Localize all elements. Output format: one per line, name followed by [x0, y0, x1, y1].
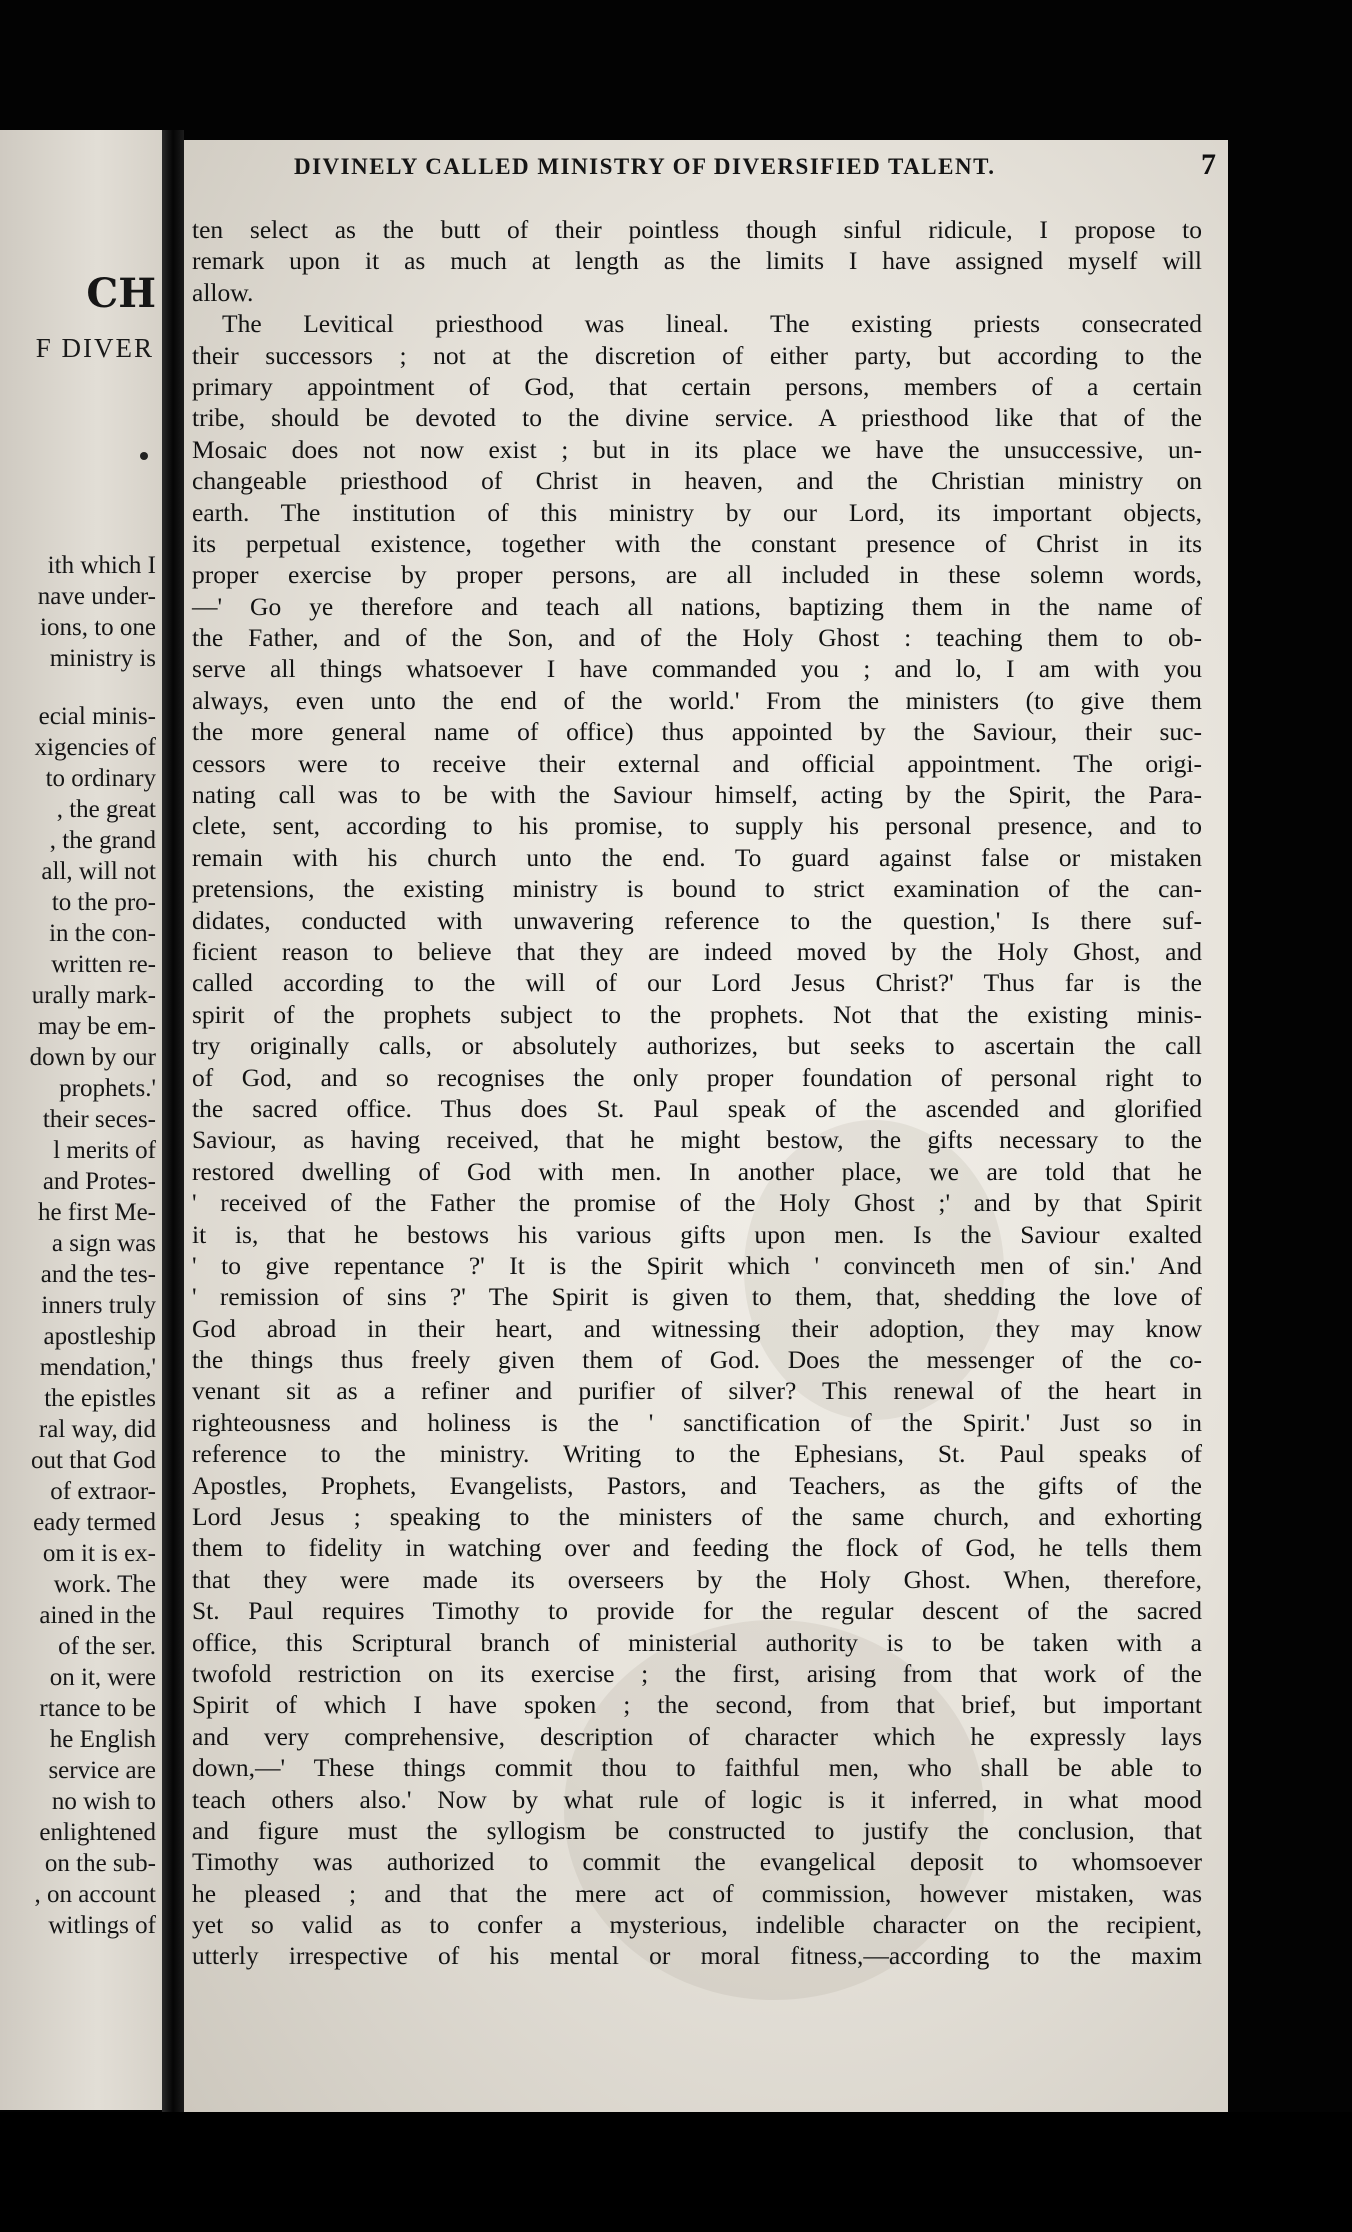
current-page	[184, 140, 1228, 2112]
text-line: Saviour, as having received, that he might bestow, the gifts necessary to the	[192, 1125, 1202, 1155]
ink-dot	[140, 452, 148, 460]
left-text-line: ith which I	[47, 552, 156, 579]
text-line: didates, conducted with unwavering reference to the question,' Is there suf-	[192, 905, 1202, 935]
text-line: St. Paul requires Timothy to provide for the regular descent of the sacred	[192, 1596, 1202, 1626]
left-text-line: prophets.'	[59, 1075, 156, 1102]
text-line: teach others also.' Now by what rule of logic is it inferred, in what mood	[192, 1784, 1202, 1814]
text-line: venant sit as a refiner and purifier of silver? This renewal of the heart in	[192, 1376, 1202, 1406]
text-line: The Levitical priesthood was lineal. The existing priests consecrated	[222, 309, 1202, 339]
text-line: ' remission of sins ?' The Spirit is given to them, that, shedding the love of	[192, 1282, 1202, 1312]
scan-border	[0, 2112, 1352, 2232]
left-text-line: , on account	[34, 1881, 156, 1908]
text-line: restored dwelling of God with men. In another place, we are told that he	[192, 1156, 1202, 1186]
left-text-line: on it, were	[49, 1664, 156, 1691]
left-text-line: all, will not	[41, 858, 156, 885]
text-line: cessors were to receive their external and official appointment. The origi-	[192, 748, 1202, 778]
left-text-line	[0, 674, 156, 701]
text-line: try originally calls, or absolutely authorizes, but seeks to ascertain the call	[192, 1031, 1202, 1061]
left-text-line: and the tes-	[40, 1261, 156, 1288]
left-text-line: may be em-	[37, 1013, 156, 1040]
left-text-line: eady termed	[33, 1509, 156, 1536]
left-page-subheading: F DIVER	[35, 333, 154, 363]
text-line: ' received of the Father the promise of the Holy Ghost ;' and by that Spirit	[192, 1188, 1202, 1218]
left-text-line: down by our	[29, 1044, 156, 1071]
text-line: of God, and so recognises the only proper foundation of personal right to	[192, 1062, 1202, 1092]
page-body-text	[192, 214, 1202, 1972]
text-line: pretensions, the existing ministry is bound to strict examination of the can-	[192, 874, 1202, 904]
text-line: that they were made its overseers by the Holy Ghost. When, therefore,	[192, 1564, 1202, 1594]
text-line: remark upon it as much at length as the limits I have assigned myself will	[192, 246, 1202, 276]
left-text-line: , the great	[56, 796, 156, 823]
left-text-line: ministry is	[49, 645, 156, 672]
left-text-line: ecial minis-	[38, 703, 156, 730]
text-line: earth. The institution of this ministry by our Lord, its important objects,	[192, 497, 1202, 527]
left-text-line: om it is ex-	[42, 1540, 156, 1567]
text-line: Lord Jesus ; speaking to the ministers of the same church, and exhorting	[192, 1502, 1202, 1532]
left-text-line: written re-	[51, 951, 156, 978]
text-line: —' Go ye therefore and teach all nations, baptizing them in the name of	[192, 591, 1202, 621]
text-line: the sacred office. Thus does St. Paul speak of the ascended and glorified	[192, 1093, 1202, 1123]
book-gutter	[162, 130, 184, 2120]
left-text-line: he English	[49, 1726, 156, 1753]
left-text-line: out that God	[31, 1447, 156, 1474]
left-text-line: of extraor-	[50, 1478, 156, 1505]
left-text-line: he first Me-	[37, 1199, 156, 1226]
text-line: the Father, and of the Son, and of the Holy Ghost : teaching them to ob-	[192, 623, 1202, 653]
text-line: ten select as the butt of their pointless though sinful ridicule, I propose to	[192, 215, 1202, 244]
left-text-line: mendation,'	[39, 1354, 156, 1381]
text-line: yet so valid as to confer a mysterious, indelible character on the recipient,	[192, 1910, 1202, 1940]
text-line: changeable priesthood of Christ in heaven, and the Christian ministry on	[192, 466, 1202, 496]
text-line: them to fidelity in watching over and feeding the flock of God, he tells them	[192, 1533, 1202, 1563]
text-line: twofold restriction on its exercise ; the first, arising from that work of the	[192, 1658, 1202, 1688]
text-line: ' to give repentance ?' It is the Spirit which ' convinceth men of sin.' And	[192, 1250, 1202, 1280]
text-line: righteousness and holiness is the ' sanctification of the Spirit.' Just so in	[192, 1407, 1202, 1437]
text-line: Mosaic does not now exist ; but in its place we have the unsuccessive, un-	[192, 434, 1202, 464]
left-text-line: inners truly	[41, 1292, 156, 1319]
page-number: 7	[1201, 148, 1216, 181]
left-text-line: to the pro-	[51, 889, 156, 916]
text-line: God abroad in their heart, and witnessing their adoption, they may know	[192, 1313, 1202, 1343]
left-text-line: of the ser.	[58, 1633, 156, 1660]
left-text-line: a sign was	[51, 1230, 156, 1257]
left-text-line: in the con-	[49, 920, 156, 947]
left-page-text	[0, 550, 156, 1941]
text-line: their successors ; not at the discretion of either party, but according to the	[192, 340, 1202, 370]
text-line: Apostles, Prophets, Evangelists, Pastors, and Teachers, as the gifts of the	[192, 1470, 1202, 1500]
text-line: allow.	[192, 277, 254, 307]
left-text-line: on the sub-	[44, 1850, 156, 1877]
text-line: the things thus freely given them of God. Does the messenger of the co-	[192, 1345, 1202, 1375]
text-line: he pleased ; and that the mere act of commission, however mistaken, was	[192, 1878, 1202, 1908]
text-line: Spirit of which I have spoken ; the second, from that brief, but important	[192, 1690, 1202, 1720]
text-line: called according to the will of our Lord Jesus Christ?' Thus far is the	[192, 968, 1202, 998]
text-line: office, this Scriptural branch of ministerial authority is to be taken with a	[192, 1627, 1202, 1657]
text-line: its perpetual existence, together with the constant presence of Christ in its	[192, 528, 1202, 558]
left-text-line: service are	[48, 1757, 156, 1784]
text-line: spirit of the prophets subject to the prophets. Not that the existing minis-	[192, 999, 1202, 1029]
left-text-line: witlings of	[48, 1912, 156, 1939]
left-text-line: l merits of	[53, 1137, 156, 1164]
left-text-line: xigencies of	[34, 734, 156, 761]
text-line: ficient reason to believe that they are indeed moved by the Holy Ghost, and	[192, 936, 1202, 966]
left-text-line: ained in the	[39, 1602, 156, 1629]
previous-page-fragment	[0, 130, 162, 2110]
text-line: serve all things whatsoever I have commanded you ; and lo, I am with you	[192, 654, 1202, 684]
text-line: nating call was to be with the Saviour himself, acting by the Spirit, the Para-	[192, 780, 1202, 810]
text-line: tribe, should be devoted to the divine service. A priesthood like that of the	[192, 403, 1202, 433]
running-head: DIVINELY CALLED MINISTRY OF DIVERSIFIED TALENT.	[294, 154, 996, 179]
text-line: always, even unto the end of the world.' From the ministers (to give them	[192, 685, 1202, 715]
text-line: clete, sent, according to his promise, to supply his personal presence, and to	[192, 811, 1202, 841]
left-text-line: nave under-	[37, 583, 156, 610]
left-text-line: and Protes-	[42, 1168, 156, 1195]
left-text-line: enlightened	[39, 1819, 156, 1846]
left-text-line: to ordinary	[45, 765, 156, 792]
text-line: utterly irrespective of his mental or moral fitness,—according to the maxim	[192, 1941, 1202, 1971]
left-text-line: no wish to	[51, 1788, 156, 1815]
text-line: remain with his church unto the end. To guard against false or mistaken	[192, 842, 1202, 872]
left-text-line: their seces-	[42, 1106, 156, 1133]
text-line: down,—' These things commit thou to faithful men, who shall be able to	[192, 1753, 1202, 1783]
text-line: and very comprehensive, description of character which he expressly lays	[192, 1721, 1202, 1751]
left-text-line: urally mark-	[31, 982, 156, 1009]
text-line: primary appointment of God, that certain persons, members of a certain	[192, 371, 1202, 401]
text-line: the more general name of office) thus appointed by the Saviour, their suc-	[192, 717, 1202, 747]
text-line: proper exercise by proper persons, are all included in these solemn words,	[192, 560, 1202, 590]
left-text-line: ions, to one	[40, 614, 156, 641]
left-text-line: ral way, did	[38, 1416, 156, 1443]
text-line: it is, that he bestows his various gifts upon men. Is the Saviour exalted	[192, 1219, 1202, 1249]
left-page-heading: CH	[86, 270, 156, 317]
left-text-line: rtance to be	[39, 1695, 156, 1722]
left-text-line: the epistles	[44, 1385, 156, 1412]
text-line: Timothy was authorized to commit the evangelical deposit to whomsoever	[192, 1847, 1202, 1877]
text-line: reference to the ministry. Writing to the Ephesians, St. Paul speaks of	[192, 1439, 1202, 1469]
left-text-line: work. The	[53, 1571, 156, 1598]
left-text-line: apostleship	[43, 1323, 156, 1350]
left-text-line: , the grand	[49, 827, 156, 854]
text-line: and figure must the syllogism be constructed to justify the conclusion, that	[192, 1815, 1202, 1845]
